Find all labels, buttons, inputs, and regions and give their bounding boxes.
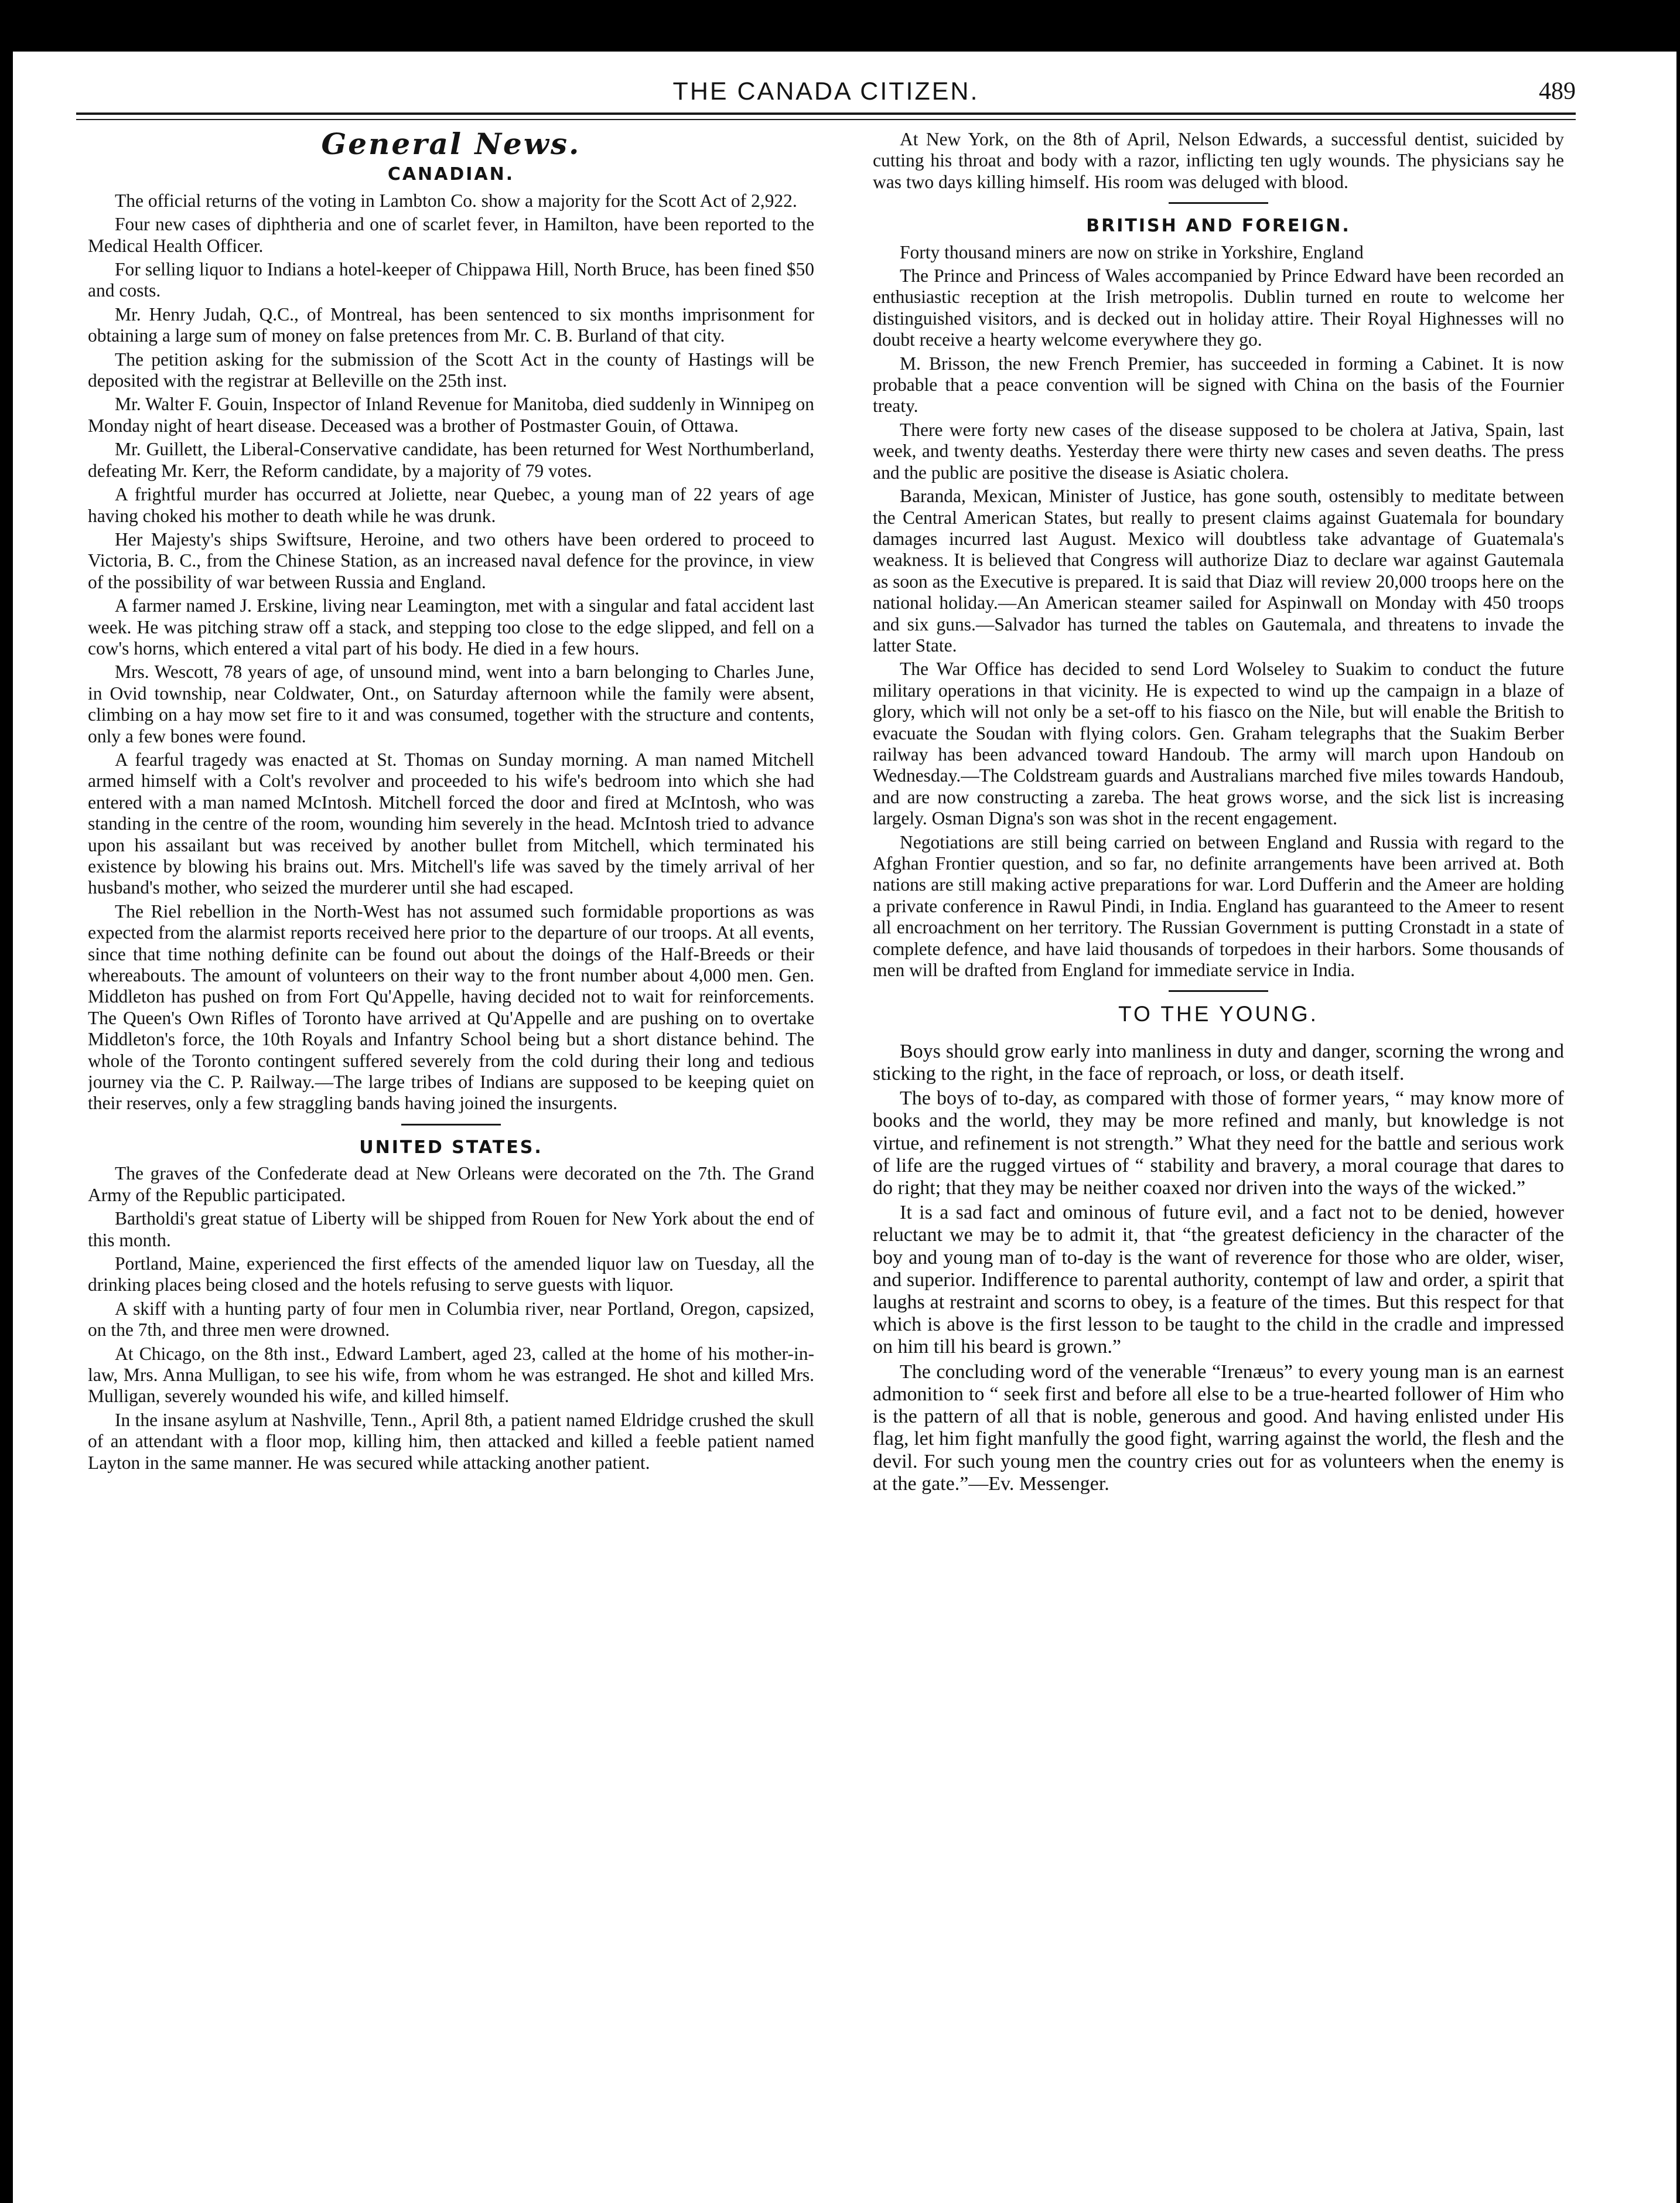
section-heading-british-foreign: BRITISH AND FOREIGN. (1086, 216, 1351, 237)
news-item: Baranda, Mexican, Minister of Justice, has gone south, ostensibly to meditate between the Central American States, but really to present claims against Guatemala for boundary damages incurred last August. Mexico will doubtless take advantage of Guatemala's weakness. It is believed that Congress will authorize Diaz to declare war against Gautemala as soon as the Executive is prepared. It is said that Diaz will review 20,000 troops here on the national holiday.—An American steamer sailed for Aspinwall on Monday with 450 troops and six guns.—Salvador has turned the tables on Gautemala, and threatens to invade the latter State. (873, 486, 1564, 656)
section-divider (1169, 202, 1268, 204)
news-item: A skiff with a hunting party of four men in Columbia river, near Portland, Oregon, capsized, on the 7th, and three men were drowned. (88, 1298, 814, 1341)
news-item: The petition asking for the submission of the Scott Act in the county of Hastings will be deposited with the registrar at Belleville on the 25th inst. (88, 349, 814, 391)
scan-top-border (0, 0, 1680, 52)
news-item: Mr. Henry Judah, Q.C., of Montreal, has been sentenced to six months imprisonment for obtaining a large sum of money on false pretences from Mr. C. B. Burland of that city. (88, 303, 814, 346)
news-item: Portland, Maine, experienced the first effects of the amended liquor law on Tuesday, all the drinking places being closed and the hotels refusing to serve guests with liquor. (88, 1253, 814, 1295)
article-paragraph: It is a sad fact and ominous of future evil, and a fact not to be denied, however reluctant we may be to admit it, that “the greatest deficiency in the character of the boy and young man of to-day is the want of reverence for those who are older, wiser, and superior. Indifference to parental authority, contempt of law and order, a spirit that laughs at restraint and scorns to obey, is a feature of the times. But this respect for that which is above is the first lesson to be taught to the child in the cradle and impressed on him till his beard is grown.” (873, 1202, 1564, 1358)
news-item: A frightful murder has occurred at Joliette, near Quebec, a young man of 22 years of age having choked his mother to death while he was drunk. (88, 484, 814, 526)
news-item: Bartholdi's great statue of Liberty will be shipped from Rouen for New York about the end of this month. (88, 1208, 814, 1250)
header-rule (76, 112, 1576, 115)
page-number: 489 (1539, 78, 1576, 105)
news-item: At Chicago, on the 8th inst., Edward Lambert, aged 23, called at the home of his mother-in-law, Mrs. Anna Mulligan, to see his wife, from whom he was estranged. He shot and killed Mrs. Mulligan, severely wounded his wife, and killed himself. (88, 1343, 814, 1407)
article-paragraph: Boys should grow early into manliness in duty and danger, scorning the wrong and sticking to the right, in the face of reproach, or loss, or death itself. (873, 1040, 1564, 1085)
section-divider (1169, 990, 1268, 992)
news-item: There were forty new cases of the disease supposed to be cholera at Jativa, Spain, last week, and twenty deaths. Yesterday there were thirty new cases and seven deaths. The press and the public are positive the disease is Asiatic cholera. (873, 419, 1564, 483)
article-paragraph: The concluding word of the venerable “Irenæus” to every young man is an earnest admonition to “ seek first and before all else to be a true-hearted follower of Him who is the pattern of all that is noble, generous and good. And having enlisted under His flag, let him fight manfully the good fight, warring against the world, the flesh and the devil. For such young men the country cries out for as volunteers when the enemy is at the gate.”—Ev. Messenger. (873, 1360, 1564, 1495)
news-item: The official returns of the voting in Lambton Co. show a majority for the Scott Act of 2,922. (115, 190, 797, 211)
news-item: The War Office has decided to send Lord Wolseley to Suakim to conduct the future military operations in that vicinity. He is expected to wind up the campaign in a blaze of glory, which will not only be a set-off to his fiasco on the Nile, but will enable the British to evacuate the Soudan with flying colors. Gen. Graham telegraphs that the Suakim Berber railway has been advanced toward Handoub. The army will march upon Handoub on Wednesday.—The Coldstream guards and Australians marched five miles towards Handoub, and are now constructing a zareba. The heat grows worse, and the sick list is increasing largely. Osman Digna's son was shot in the recent engagement. (873, 659, 1564, 829)
news-item: Forty thousand miners are now on strike in Yorkshire, England (900, 241, 1364, 262)
section-divider (401, 1124, 501, 1126)
news-item: Mrs. Wescott, 78 years of age, of unsound mind, went into a barn belonging to Charles June, in Ovid township, near Coldwater, Ont., on Saturday afternoon while the family were absent, climbing on a hay mow set fire to it and was consumed, together with the structure and contents, only a few bones were found. (88, 661, 814, 746)
news-item: Mr. Walter F. Gouin, Inspector of Inland Revenue for Manitoba, died suddenly in Winnipeg on Monday night of heart disease. Deceased was a brother of Postmaster Gouin, of Ottawa. (88, 394, 814, 436)
header-rule-thin (76, 119, 1576, 120)
news-item: A fearful tragedy was enacted at St. Thomas on Sunday morning. A man named Mitchell armed himself with a Colt's revolver and proceeded to his wife's bedroom into which she had entered with a man named McIntosh. Mitchell forced the door and fired at McIntosh, who was standing in the centre of the room, wounding him severely in the head. McIntosh tried to advance upon his assailant but was received by another bullet from Mitchell, which terminated his existence by blowing his brains out. Mrs. Mitchell's life was saved by the timely arrival of her husband's mother, who seized the murderer until she had escaped. (88, 749, 814, 898)
news-item: M. Brisson, the new French Premier, has succeeded in forming a Cabinet. It is now probable that a peace convention will be signed with China on the basis of the Fournier treaty. (873, 353, 1564, 417)
section-masthead: General News. (321, 129, 581, 161)
news-item: Negotiations are still being carried on between England and Russia with regard to the Afghan Frontier question, and so far, no definite arrangements have been arrived at. Both nations are still making active preparations for war. Lord Dufferin and the Ameer are holding a private conference in Rawul Pindi, in India. England has guaranteed to the Ameer to resent all encroachment on her territory. The Russian Government is putting Cronstadt in a state of complete defence, and have laid thousands of torpedoes in their harbors. Some thousands of men will be drafted from England for immediate service in India. (873, 831, 1564, 981)
news-item: Her Majesty's ships Swiftsure, Heroine, and two others have been ordered to proceed to Victoria, B. C., from the Chinese Station, as an increased naval defence for the province, in view of the possibility of war between Russia and England. (88, 528, 814, 592)
news-item: The graves of the Confederate dead at New Orleans were decorated on the 7th. The Grand Army of the Republic participated. (88, 1163, 814, 1205)
news-item: Mr. Guillett, the Liberal-Conservative candidate, has been returned for West Northumberland, defeating Mr. Kerr, the Reform candidate, by a majority of 79 votes. (88, 439, 814, 481)
news-item: At New York, on the 8th of April, Nelson Edwards, a successful dentist, suicided by cutting his throat and body with a razor, inflicting ten ugly wounds. The physicians say he was two days killing himself. His room was deluged with blood. (873, 129, 1564, 192)
news-item: Four new cases of diphtheria and one of scarlet fever, in Hamilton, have been reported to the Medical Health Officer. (88, 214, 814, 256)
running-title: THE CANADA CITIZEN. (672, 77, 979, 105)
news-item: For selling liquor to Indians a hotel-keeper of Chippawa Hill, North Bruce, has been fined $50 and costs. (88, 259, 814, 301)
news-item: The Riel rebellion in the North-West has not assumed such formidable proportions as was expected from the alarmist reports received here prior to the departure of our troops. At all events, since that time nothing definite can be found out about the doings of the Half-Breeds or their whereabouts. The amount of volunteers on their way to the front number about 4,000 men. Gen. Middleton has pushed on from Fort Qu'Appelle, having decided not to wait for reinforcements. The Queen's Own Rifles of Toronto have arrived at Qu'Appelle and are pushing on to overtake Middleton's force, the 10th Royals and Infantry School being but a short distance behind. The whole of the Toronto contingent suffered severely from the cold during their long and tedious journey via the C. P. Railway.—The large tribes of Indians are supposed to be keeping quiet on their reserves, only a few straggling bands having joined the insurgents. (88, 901, 814, 1114)
right-column (873, 129, 1564, 2168)
article-paragraph: The boys of to-day, as compared with those of former years, “ may know more of books and the world, they may be more refined and manly, but knowledge is not virtue, and refinement is not strength.” What they need for the battle and serious work of life are the rugged virtues of “ stability and bravery, a moral courage that dares to do right; that they may be neither coaxed nor driven into the ways of the wicked.” (873, 1087, 1564, 1199)
section-heading-to-the-young: TO THE YOUNG. (1118, 1002, 1319, 1027)
news-item: A farmer named J. Erskine, living near Leamington, met with a singular and fatal accident last week. He was pitching straw off a stack, and stepping too close to the edge slipped, and fell on a cow's horns, which entered a vital part of his body. He died in a few hours. (88, 595, 814, 659)
article-to-the-young (873, 1041, 1564, 1495)
scan-left-border (0, 52, 13, 2203)
section-heading-united-states: UNITED STATES. (359, 1137, 543, 1158)
news-item: In the insane asylum at Nashville, Tenn., April 8th, a patient named Eldridge crushed the skull of an attendant with a floor mop, killing him, then attacked and killed a feeble patient named Layton in the same manner. He was secured while attacking another patient. (88, 1409, 814, 1473)
news-item: The Prince and Princess of Wales accompanied by Prince Edward have been recorded an enthusiastic reception at the Irish metropolis. Dublin turned en route to welcome her distinguished visitors, and is decked out in holiday attire. Their Royal Highnesses will no doubt receive a hearty welcome everywhere they go. (873, 265, 1564, 350)
section-heading-canadian: CANADIAN. (387, 164, 515, 185)
scan-right-border (1676, 52, 1680, 2203)
left-column (88, 129, 814, 2168)
